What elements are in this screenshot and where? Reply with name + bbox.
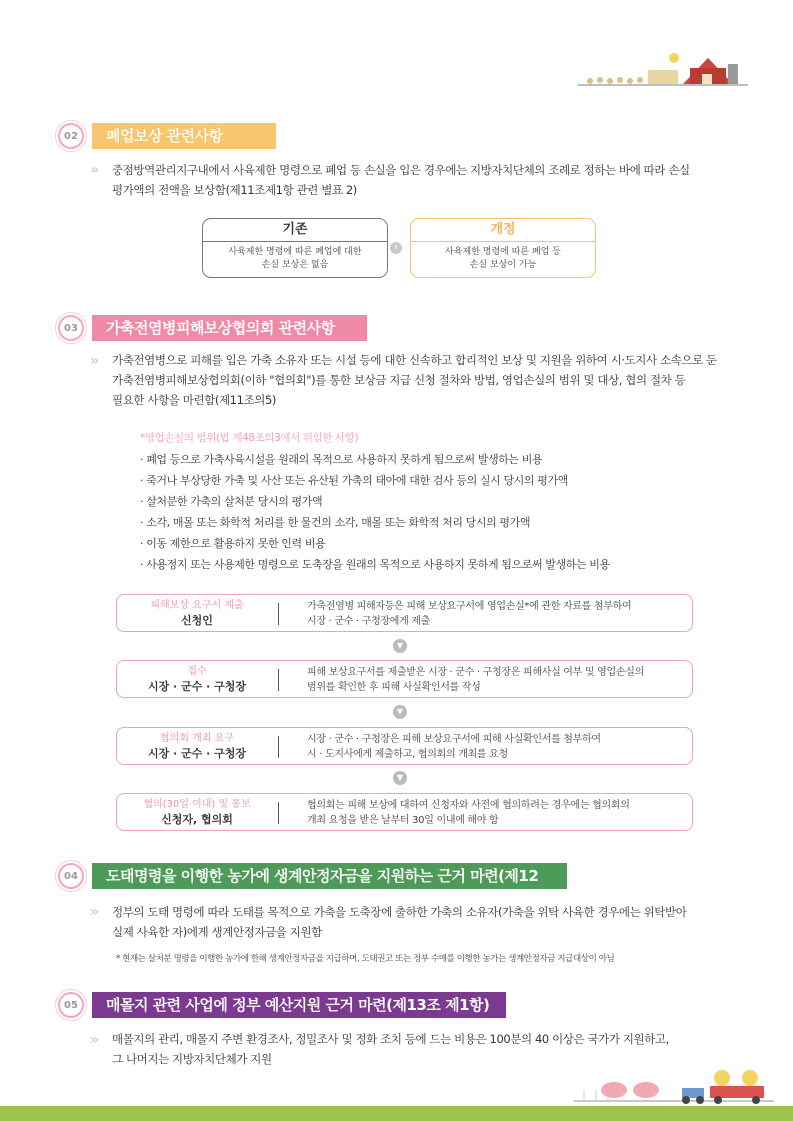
section-03-paragraph: [112, 350, 717, 410]
divider: [278, 736, 279, 758]
step-label: 협의(30일 이내) 및 통보: [143, 799, 251, 810]
chevron-right-icon: ›: [390, 242, 402, 254]
arrow-icon: »: [90, 1032, 95, 1048]
section-title-02: 폐업보상 관련사항: [92, 123, 276, 149]
arrow-icon: »: [90, 353, 95, 369]
arrow-icon: »: [90, 904, 95, 920]
step-desc-line: 피해 보상요구서를 제출받은 시장 · 군수 · 구청장은 피해사실 여부 및 영업손실의: [307, 667, 644, 678]
before-box: [202, 218, 388, 278]
paragraph-line: 실제 사육한 자)에게 생계안정자금을 지원함: [112, 925, 322, 939]
section-04-paragraph: [112, 902, 686, 942]
divider: [278, 802, 279, 824]
loss-range-list: [140, 428, 610, 575]
divider: [278, 669, 279, 691]
paragraph-line: 정부의 도태 명령에 따라 도태를 목적으로 가축을 도축장에 출하한 가축의 소유자(가축을 위탁 사육한 경우에는 위탁받아: [112, 905, 687, 919]
section-number-02: 02: [58, 123, 84, 149]
paragraph-line: 중점방역관리지구내에서 사육제한 명령으로 폐업 등 손실을 입은 경우에는 지방자치단체의 조례로 정하는 바에 따라 손실: [112, 163, 690, 177]
step-desc-line: 범위를 확인한 후 피해 사실확인서를 작성: [307, 682, 481, 693]
step-actor: 시장 · 군수 · 구청장: [147, 680, 247, 693]
section-number-04: 04: [58, 863, 84, 889]
step-label: 피해보상 요구서 제출: [150, 600, 244, 611]
after-text: [411, 246, 595, 272]
list-item: · 이동 제한으로 활용하지 못한 인력 비용: [140, 537, 326, 550]
after-text-line: 손실 보상이 가능: [469, 260, 537, 270]
paragraph-line: 매몰지의 관리, 매몰지 주변 환경조사, 정밀조사 및 정화 조치 등에 드는 비용은 100분의 40 이상은 국가가 지원하고,: [112, 1032, 669, 1046]
step-actor: 신청인: [181, 614, 213, 627]
step-desc-line: 시 · 도지사에게 제출하고, 협의회의 개최를 요청: [307, 749, 508, 760]
section-02-paragraph: [112, 160, 690, 200]
paragraph-line: 필요한 사항을 마련함(제11조의5): [112, 393, 276, 407]
section-number-05: 05: [58, 992, 84, 1018]
after-text-line: 사육제한 명령에 따른 폐업 등: [445, 247, 561, 257]
process-step-3: [116, 727, 693, 765]
section-title-05: 매몰지 관련 사업에 정부 예산지원 근거 마련(제13조 제1항): [92, 992, 506, 1018]
section-title-04: 도태명령을 이행한 농가에 생계안정자금을 지원하는 근거 마련(제12조): [92, 863, 567, 889]
divider: [278, 603, 279, 625]
before-text: [203, 246, 387, 272]
step-label: 협의회 개최 요구: [160, 733, 234, 744]
section-05-paragraph: [112, 1029, 669, 1069]
step-desc-line: 시장 · 군수 · 구청장에게 제출: [307, 616, 431, 627]
paragraph-line: 평가액의 전액을 보상함(제11조제1항 관련 별표 2): [112, 183, 357, 197]
process-step-4: [116, 793, 693, 831]
step-desc-line: 개최 요청을 받은 날부터 30일 이내에 해야 함: [307, 815, 499, 826]
farm-decoration-bottom: [574, 1068, 774, 1110]
after-title: 개정: [411, 219, 595, 242]
list-item: · 죽거나 부상당한 가축 및 사산 또는 유산된 가축의 태아에 대한 검사 등의 실시 당시의 평가액: [140, 474, 568, 487]
list-item: · 폐업 등으로 가축사육시설을 원래의 목적으로 사용하지 못하게 됨으로써 발생하는 비용: [140, 453, 543, 466]
paragraph-line: 가축전염병으로 피해를 입은 가축 소유자 또는 시설 등에 대한 신속하고 합리적인 보상 및 지원을 위하여 시·도지사 소속으로 둔: [112, 353, 717, 367]
footer-band: [0, 1106, 793, 1121]
list-item: · 살처분한 가축의 살처분 당시의 평가액: [140, 495, 323, 508]
step-label: 접수: [187, 666, 207, 677]
paragraph-line: 가축전염병피해보상협의회(이하 "협의회")를 통한 보상금 지급 신청 절차와 방법, 영업손실의 범위 및 대상, 협의 절차 등: [112, 373, 686, 387]
section-title-03: 가축전염병피해보상협의회 관련사항: [92, 315, 367, 341]
arrow-icon: »: [90, 162, 95, 178]
down-arrow-icon: ▼: [393, 705, 407, 719]
step-desc-line: 가축전염병 피해자등은 피해 보상요구서에 영업손실*에 관한 자료를 첨부하여: [307, 601, 632, 612]
before-title: 기존: [203, 219, 387, 242]
down-arrow-icon: ▼: [393, 771, 407, 785]
section-04-note: * 현재는 살처분 명령을 이행한 농가에 한해 생계안정자금을 지급하며, 도태권고 또는 정부 수매를 이행한 농가는 생계안정자금 지급대상이 아님: [116, 954, 615, 964]
step-actor: 시장 · 군수 · 구청장: [147, 747, 247, 760]
farm-decoration-top: [578, 48, 748, 90]
after-box: [410, 218, 596, 278]
before-text-line: 손실 보상은 없음: [261, 260, 329, 270]
list-item: · 소각, 매몰 또는 화학적 처리를 한 물건의 소각, 매몰 또는 화학적 처리 당시의 평가액: [140, 516, 531, 529]
list-item: · 사용정지 또는 사용제한 명령으로 도축장을 원래의 목적으로 사용하지 못하게 됨으로써 발생하는 비용: [140, 558, 610, 571]
process-step-1: [116, 594, 693, 632]
step-desc-line: 시장 · 군수 · 구청장은 피해 보상요구서에 피해 사실확인서를 첨부하여: [307, 734, 601, 745]
before-text-line: 사육제한 명령에 따른 폐업에 대한: [228, 247, 362, 257]
section-number-03: 03: [58, 315, 84, 341]
process-step-2: [116, 660, 693, 698]
step-actor: 신청자, 협의회: [161, 813, 233, 826]
list-title: *영업손실의 범위(법 제48조의3에서 위임한 사항): [140, 432, 359, 444]
paragraph-line: 그 나머지는 지방자치단체가 지원: [112, 1052, 272, 1066]
down-arrow-icon: ▼: [393, 639, 407, 653]
step-desc-line: 협의회는 피해 보상에 대하여 신청자와 사전에 협의하려는 경우에는 협의회의: [307, 800, 630, 811]
